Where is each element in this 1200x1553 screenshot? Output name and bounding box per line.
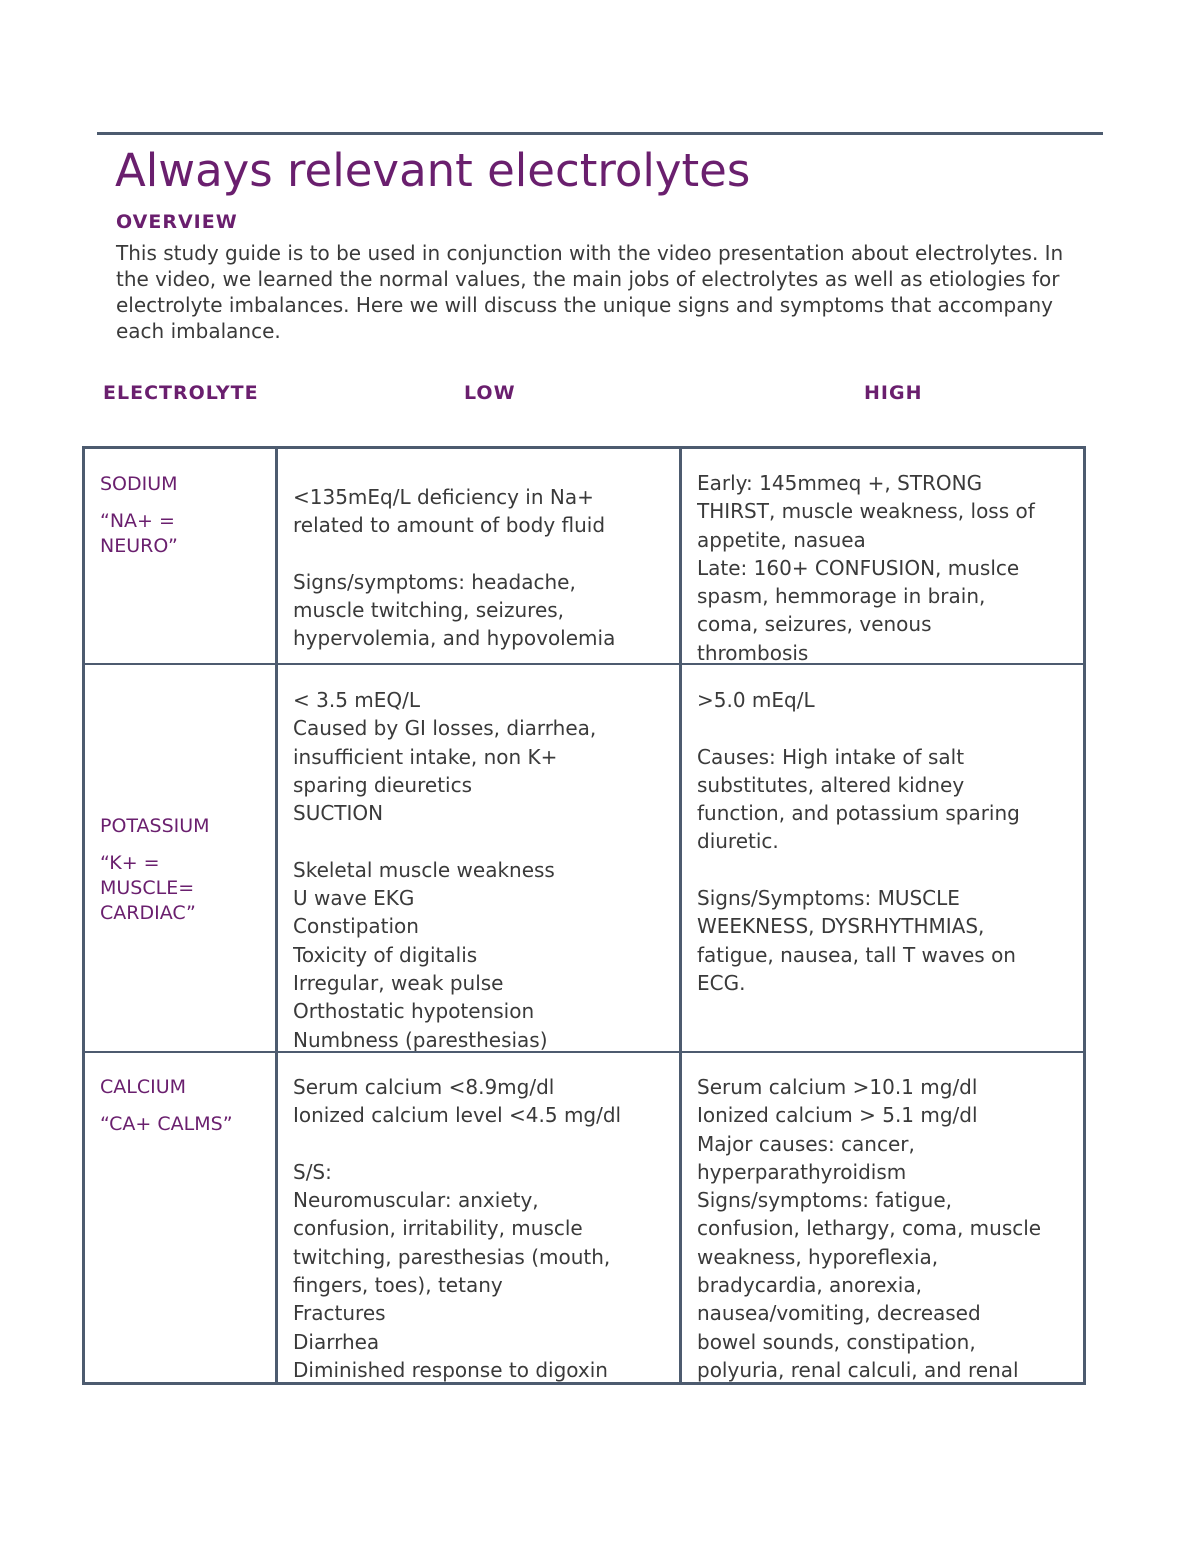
table-border-left — [82, 446, 85, 1385]
column-header-electrolyte: ELECTROLYTE — [103, 382, 259, 404]
table-row-divider — [82, 1051, 1086, 1053]
calcium-low-cell: Serum calcium <8.9mg/dl Ionized calcium level <4.5 mg/dl S/S: Neuromuscular: anxiety, confusion, irritability, muscle twitching, paresthesias (mouth, fingers, toes), tetany Fractures Diarrhea Diminished response to digoxin — [293, 1075, 622, 1382]
table-row-divider — [82, 663, 1086, 665]
overview-text: This study guide is to be used in conjunction with the video presentation about electrolytes. In the video, we learned the normal values, the main jobs of electrolytes as well as etiologies for electrolyte imbalances. Here we will discuss the unique signs and symptoms that accompany each imbalance. — [116, 241, 1064, 343]
electrolyte-table — [82, 446, 1086, 1385]
table-border-top — [82, 446, 1086, 449]
top-rule — [97, 132, 1103, 135]
column-header-high: HIGH — [864, 382, 923, 404]
calcium-high-cell: Serum calcium >10.1 mg/dl Ionized calcium > 5.1 mg/dl Major causes: cancer, hyperparathyroidism Signs/symptoms: fatigue, confusion, lethargy, coma, muscle weakness, hyporeflexia, bradycardia, anorexia, nausea/vomiting, decreased bowel sounds, constipation, polyuria, renal calculi, and renal — [697, 1075, 1042, 1382]
column-header-low: LOW — [464, 382, 516, 404]
sodium-high-cell: Early: 145mmeq +, STRONG THIRST, muscle weakness, loss of appetite, nasuea Late: 160+ CONFUSION, muslce spasm, hemmorage in brain, coma, seizures, venous thrombosis — [697, 471, 1035, 663]
potassium-low-cell: < 3.5 mEQ/L Caused by GI losses, diarrhea, insufficient intake, non K+ sparing dieuretics SUCTION Skeletal muscle weakness U wave EKG Constipation Toxicity of digitalis Irregular, weak pulse Orthostatic hypotension Numbness (paresthesias) — [293, 688, 597, 1051]
electrolyte-mnemonic: “NA+ = NEURO” — [100, 510, 178, 557]
table-column-divider — [275, 446, 278, 1385]
table-row-calcium-name — [100, 1074, 270, 1137]
electrolyte-mnemonic: “K+ = MUSCLE= CARDIAC” — [100, 852, 196, 924]
table-row-potassium-name — [100, 813, 270, 926]
electrolyte-name: SODIUM — [100, 473, 178, 495]
table-row-sodium-name — [100, 471, 270, 559]
electrolyte-mnemonic: “CA+ CALMS” — [100, 1113, 233, 1135]
overview-heading: OVERVIEW — [116, 211, 238, 233]
potassium-high-cell: >5.0 mEq/L Causes: High intake of salt substitutes, altered kidney function, and potassium sparing diuretic. Signs/Symptoms: MUSCLE WEEKNESS, DYSRHYTHMIAS, fatigue, nausea, tall T waves on ECG. — [697, 688, 1020, 995]
table-column-divider — [679, 446, 682, 1385]
sodium-low-cell: <135mEq/L deficiency in Na+ related to amount of body fluid Signs/symptoms: headache, muscle twitching, seizures, hypervolemia, and hypovolemia — [293, 485, 616, 651]
electrolyte-name: POTASSIUM — [100, 815, 210, 837]
table-border-right — [1083, 446, 1086, 1385]
document-title: Always relevant electrolytes — [115, 144, 751, 197]
table-border-bottom — [82, 1382, 1086, 1385]
electrolyte-name: CALCIUM — [100, 1076, 187, 1098]
